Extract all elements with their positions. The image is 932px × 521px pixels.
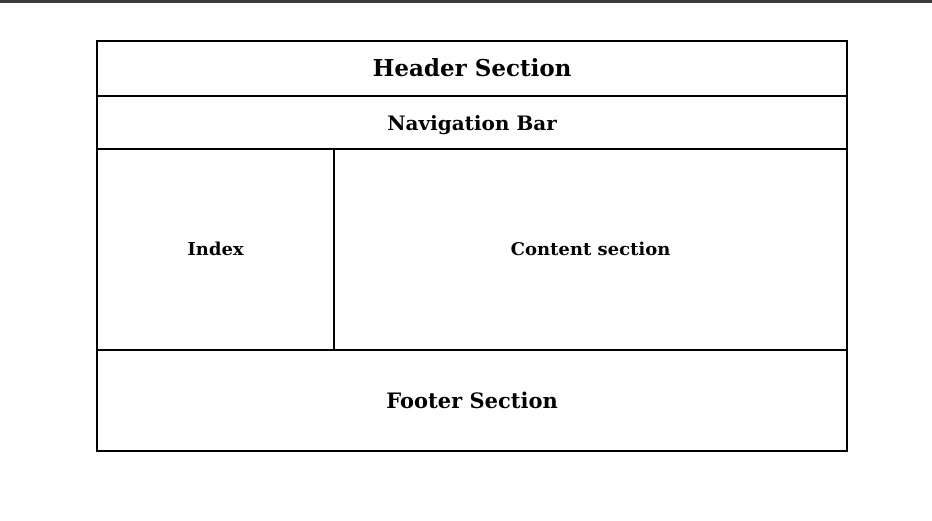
window-top-edge [0,0,932,3]
footer-section [98,349,846,450]
header-section [98,42,846,97]
footer-section-label: Footer Section [386,388,558,413]
page-layout [96,40,848,452]
content-section [335,150,846,349]
index-section-label: Index [187,239,244,260]
index-section [98,150,335,349]
content-section-label: Content section [510,239,671,260]
header-section-label: Header Section [372,55,572,82]
navigation-bar-label: Navigation Bar [387,110,557,135]
navigation-bar [98,97,846,150]
